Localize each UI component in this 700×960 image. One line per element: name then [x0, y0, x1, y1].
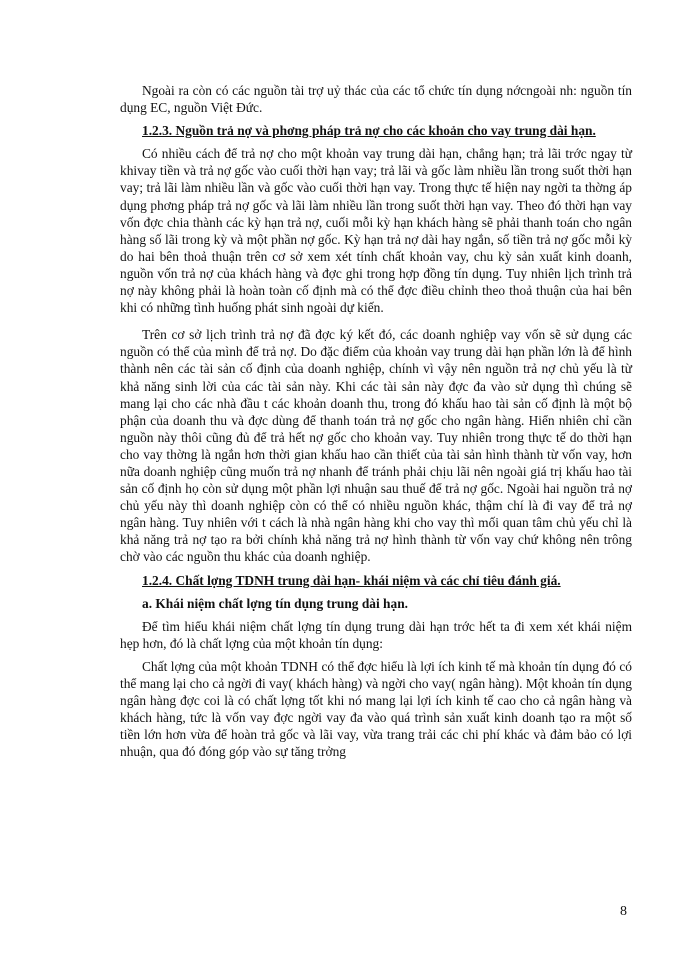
paragraph-quality-intro: Để tìm hiểu khái niệm chất lợng tín dụng trung dài hạn trớc hết ta đi xem xét khái niệm hẹp hơn, đó là chất lợng của một khoản tín dụng: [120, 618, 632, 651]
paragraph-repayment-sources: Trên cơ sở lịch trình trả nợ đã đợc ký kết đó, các doanh nghiệp vay vốn sẽ sử dụng các nguồn có thể của mình để trả nợ. Do đặc điểm của khoản vay trung dài hạn phần lớn là để hình thành nên các tài sản cố định của doanh nghiệp, chính vì vậy nên nguồn trả nợ chủ yếu là từ khả năng sinh lời của các tài sản này. Khi các tài sản này đợc đa vào sử dụng thì chúng sẽ mang lại cho các nhà đầu t các khoản doanh thu, trong đó khấu hao tài sản cố định là một bộ phận của doanh thu và đợc dùng để thanh toán trả nợ gốc cho ngân hàng. Hiển nhiên chỉ cần nguồn này thôi cũng đủ để trả hết nợ gốc cho khoản vay. Tuy nhiên trong thực tế do thời hạn cho vay thờng là ngắn hơn thời gian khấu hao cần thiết của tài sản hình thành từ vốn vay, hơn nữa doanh nghiệp cũng muốn trả nợ nhanh để tránh phải chịu lãi nên ngoài giá trị khấu hao tài sản cố định họ còn sử dụng một phần lợi nhuận sau thuế để trả nợ gốc. Ngoài hai nguồn trả nợ chủ yếu này thì doanh nghiệp còn có thể có nhiều nguồn khác, thậm chí là đi vay để trả nợ ngân hàng. Tuy nhiên với t cách là nhà ngân hàng khi cho vay thì mối quan tâm chủ yếu chỉ là khả năng trả nợ tạo ra bởi chính khả năng trả nợ hình thành từ vốn vay chứ không nên trông chờ vào các nguồn thu khác của doanh nghiệp. [120, 327, 632, 565]
subsection-heading-a: a. Khái niệm chất lợng tín dụng trung dài hạn. [142, 595, 408, 611]
paragraph-quality-definition: Chất lợng của một khoản TDNH có thể đợc hiểu là lợi ích kinh tế mà khoản tín dụng đó có thể mang lại cho cả ngời đi vay( khách hàng) và ngời cho vay( ngân hàng). Một khoản tín dụng ngân hàng đợc coi là có chất lợng tốt khi nó mang lại lợi ích kinh tế cao cho cả ngân hàng và khách hàng, tức là vốn vay đợc ngời vay đa vào quá trình sản xuất kinh doanh tạo ra một số tiền lớn hơn vừa để hoàn trả gốc và lãi vay, vừa trang trải các chi phí khác và đảm bảo có lợi nhuận, qua đó đóng góp vào sự tăng trởng [120, 658, 632, 760]
page-body [120, 82, 632, 760]
page-number: 8 [620, 904, 627, 919]
paragraph-repayment-methods: Có nhiều cách để trả nợ cho một khoản vay trung dài hạn, chẳng hạn; trả lãi trớc ngay từ khivay tiền và trả nợ gốc vào cuối thời hạn vay; trả lãi và gốc làm nhiều lần trong suốt thời hạn vay; trả lãi làm nhiều lần và gốc vào cuối thời hạn vay. Trong thực tế hiện nay ngời ta thờng áp dụng phơng pháp trả nợ gốc và lãi làm nhiều lần trong suốt thời hạn vay. Theo đó thời hạn vay vốn đợc chia thành các kỳ hạn trả nợ, cuối mỗi kỳ hạn khách hàng sẽ phải thanh toán cho ngân hàng số lãi trong kỳ và một phần nợ gốc. Kỳ hạn trả nợ dài hay ngắn, số tiền trả nợ gốc mỗi kỳ do hai bên thoả thuận trên cơ sở xem xét tính chất khoản vay, chu kỳ sản xuất kinh doanh, nguồn vốn trả nợ của khách hàng và đợc ghi trong hợp đồng tín dụng. Tuy nhiên lịch trình trả nợ này không phải là hoàn toàn cố định mà có thể đợc điều chỉnh theo thoả thuận của hai bên khi có những tình huống phát sinh ngoài dự kiến. [120, 146, 632, 316]
section-heading-1-2-4: 1.2.4. Chất lợng TDNH trung dài hạn- khái niệm và các chỉ tiêu đánh giá. [142, 572, 561, 588]
paragraph-trust-funding: Ngoài ra còn có các nguồn tài trợ uỷ thác của các tổ chức tín dụng nớcngoài nh: nguồn tín dụng EC, nguồn Việt Đức. [120, 83, 632, 116]
section-heading-1-2-3: 1.2.3. Nguồn trả nợ và phơng pháp trả nợ cho các khoản cho vay trung dài hạn. [142, 123, 596, 139]
